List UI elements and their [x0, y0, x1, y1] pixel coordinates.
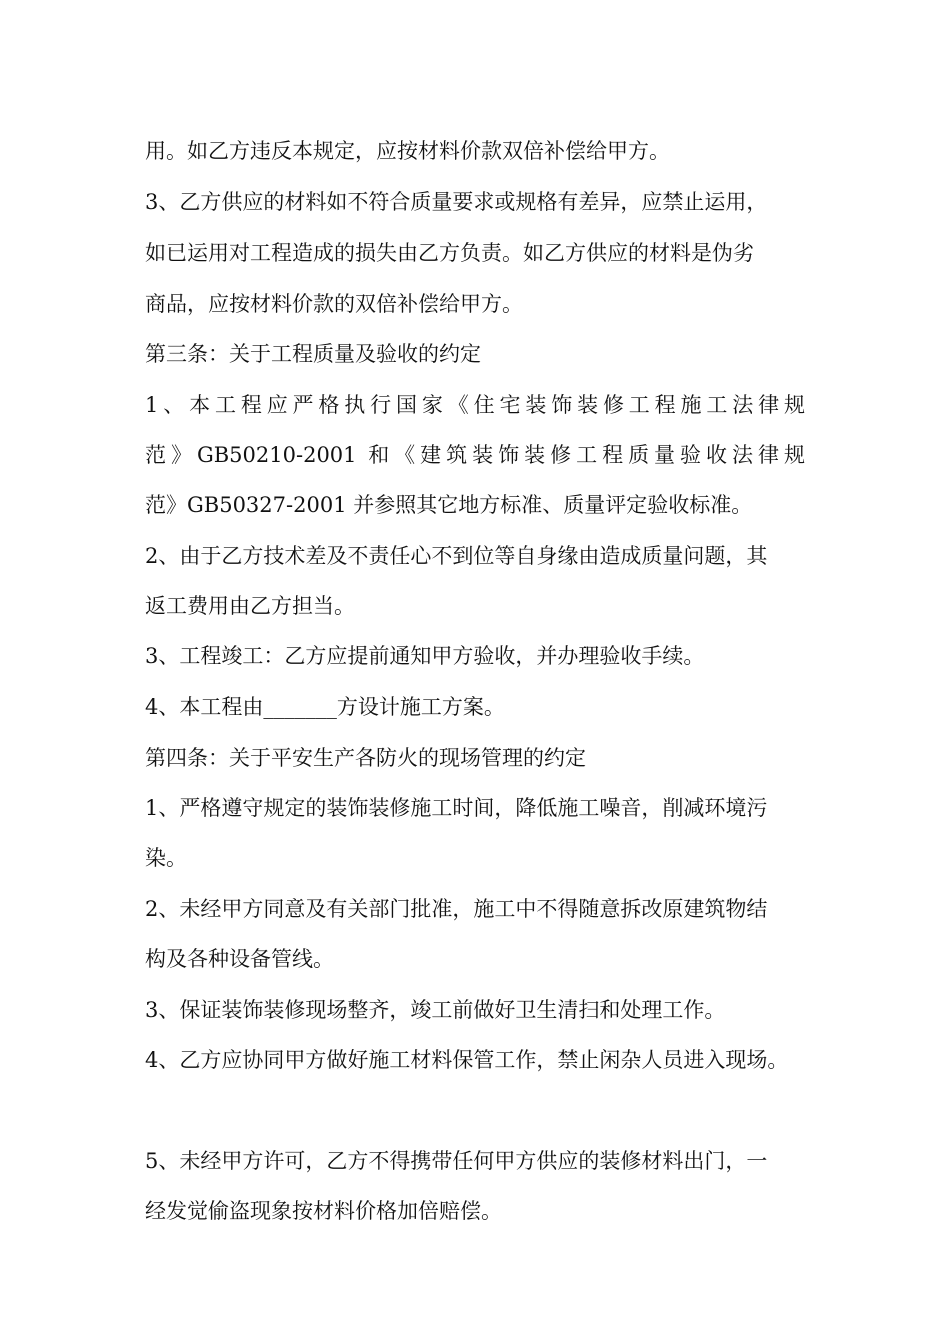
text-line: 3、保证装饰装修现场整齐，竣工前做好卫生清扫和处理工作。 [145, 998, 726, 1022]
text-line: 4、本工程由_______方设计施工方案。 [145, 695, 505, 719]
text-line: 2、未经甲方同意及有关部门批准，施工中不得随意拆改原建筑物结 [145, 897, 768, 921]
text-line: 经发觉偷盗现象按材料价格加倍赔偿。 [145, 1199, 502, 1223]
text-line: 商品，应按材料价款的双倍补偿给甲方。 [145, 292, 523, 316]
text-line: 返工费用由乙方担当。 [145, 594, 355, 618]
text-line: 用。如乙方违反本规定，应按材料价款双倍补偿给甲方。 [145, 139, 670, 163]
text-line: 3、工程竣工：乙方应提前通知甲方验收，并办理验收手续。 [145, 644, 705, 668]
section-heading: 第四条：关于平安生产各防火的现场管理的约定 [145, 746, 586, 770]
text-line: 5、未经甲方许可，乙方不得携带任何甲方供应的装修材料出门，一 [145, 1149, 768, 1173]
text-line: 4、乙方应协同甲方做好施工材料保管工作，禁止闲杂人员进入现场。 [145, 1048, 789, 1072]
text-line: 染。 [145, 846, 187, 870]
text-line: 如已运用对工程造成的损失由乙方负责。如乙方供应的材料是伪劣 [145, 241, 754, 265]
text-line: 1、本工程应严格执行国家《住宅装饰装修工程施工法律规 [145, 393, 805, 417]
text-line: 1、严格遵守规定的装饰装修施工时间，降低施工噪音，削减环境污 [145, 796, 768, 820]
text-line: 3、乙方供应的材料如不符合质量要求或规格有差异，应禁止运用， [145, 190, 768, 214]
text-line: 2、由于乙方技术差及不责任心不到位等自身缘由造成质量问题，其 [145, 544, 768, 568]
section-heading: 第三条：关于工程质量及验收的约定 [145, 342, 481, 366]
text-line: 范》GB50210-2001 和《建筑装饰装修工程质量验收法律规 [145, 443, 805, 467]
text-line: 范》GB50327-2001 并参照其它地方标准、质量评定验收标准。 [145, 493, 753, 517]
text-line: 构及各种设备管线。 [145, 947, 334, 971]
